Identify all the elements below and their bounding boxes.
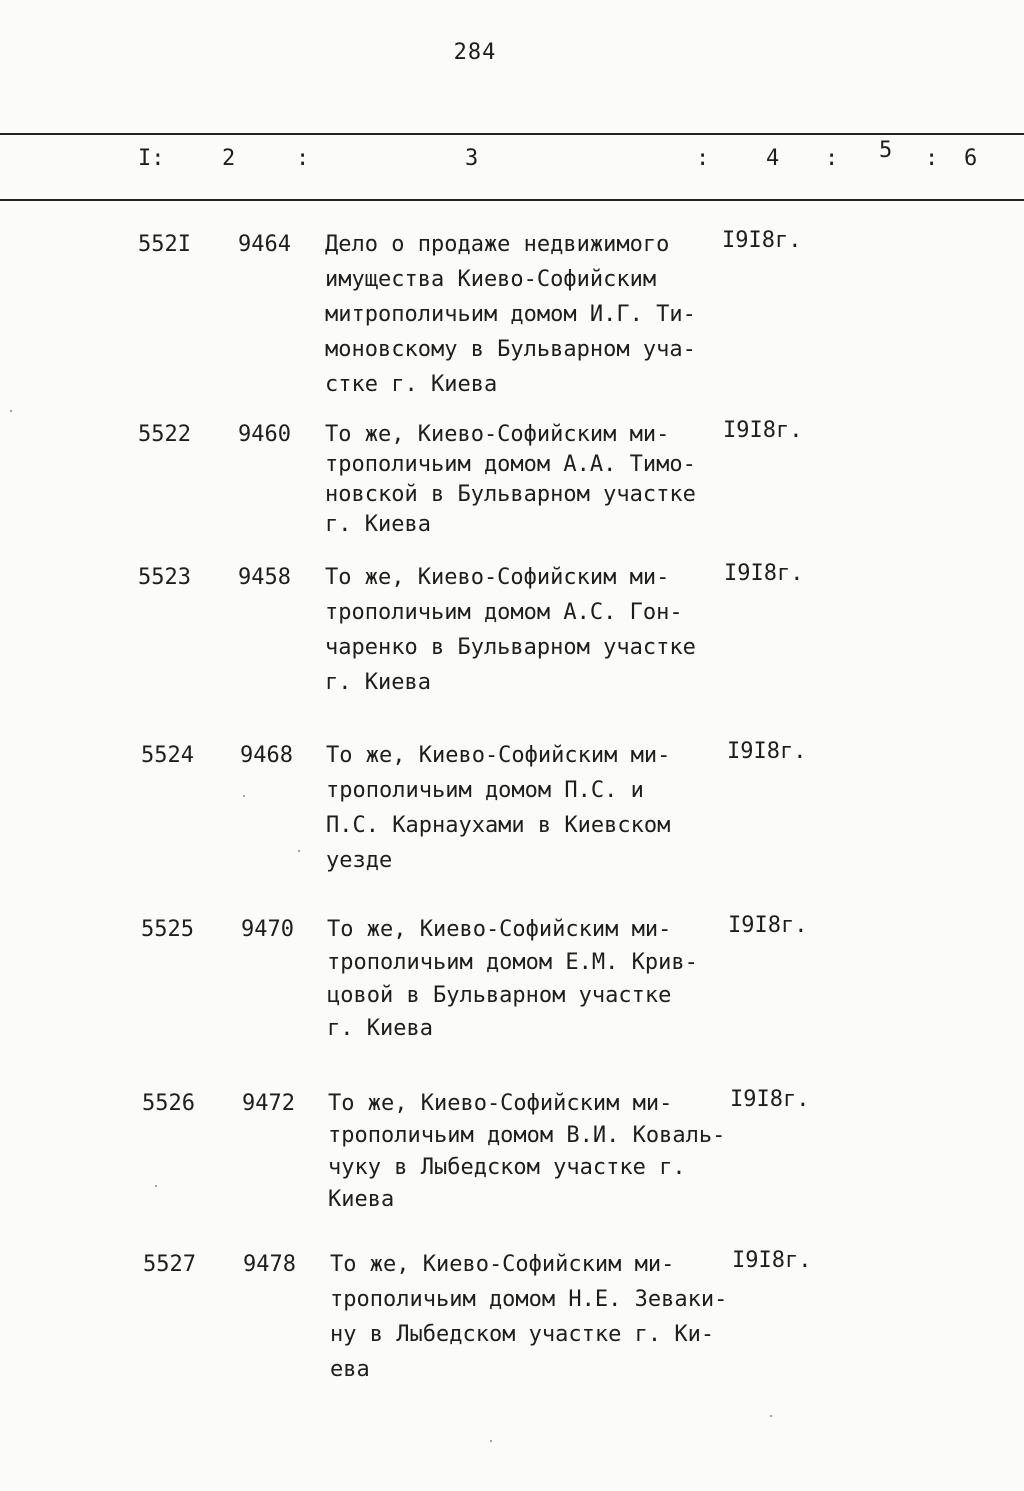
page-number: 284 bbox=[453, 40, 497, 65]
header-col-3: 3 bbox=[465, 146, 479, 171]
entry-description-line: митрополичьим домом И.Г. Ти- bbox=[325, 302, 696, 327]
entry-description-line: Дело о продаже недвижимого bbox=[325, 232, 670, 257]
entry-code: 9458 bbox=[238, 565, 291, 590]
entry-description-line: чаренко в Бульварном участке bbox=[325, 635, 696, 660]
entry-description-line: То же, Киево-Софийским ми- bbox=[326, 743, 671, 768]
entry-year: I9I8г. bbox=[727, 739, 807, 764]
entry-number: 5527 bbox=[143, 1252, 196, 1277]
header-bottom-rule bbox=[0, 199, 1024, 201]
entry-description-line: То же, Киево-Софийским ми- bbox=[325, 422, 670, 447]
entry-description-line: трополичьим домом А.С. Гон- bbox=[325, 600, 683, 625]
entry-description-line: стке г. Киева bbox=[325, 372, 498, 397]
entry-description-line: моновскому в Бульварном уча- bbox=[325, 337, 696, 362]
entry-year: I9I8г. bbox=[732, 1248, 812, 1273]
entry-description-line: П.С. Карнаухами в Киевском bbox=[326, 813, 671, 838]
entry-description-line: трополичьим домом Е.М. Крив- bbox=[327, 950, 698, 975]
entry-description-line: трополичьим домом В.И. Коваль- bbox=[328, 1123, 726, 1148]
paper-speck bbox=[490, 1440, 492, 1442]
entry-number: 552I bbox=[138, 232, 191, 257]
paper-speck bbox=[298, 850, 300, 852]
header-col-2: 2 bbox=[222, 146, 236, 171]
header-separator: : bbox=[925, 146, 939, 171]
entry-code: 9460 bbox=[238, 422, 291, 447]
entry-description-line: г. Киева bbox=[327, 1016, 433, 1041]
entry-code: 9478 bbox=[243, 1252, 296, 1277]
entry-year: I9I8г. bbox=[722, 228, 802, 253]
entry-description-line: То же, Киево-Софийским ми- bbox=[330, 1252, 675, 1277]
entry-number: 5525 bbox=[141, 917, 194, 942]
header-separator: : bbox=[825, 146, 839, 171]
entry-description-line: трополичьим домом Н.Е. Зеваки- bbox=[330, 1287, 728, 1312]
entry-description-line: г. Киева bbox=[325, 670, 431, 695]
header-col-1: I: bbox=[138, 146, 165, 171]
entry-number: 5526 bbox=[142, 1091, 195, 1116]
paper-speck bbox=[770, 1415, 772, 1417]
paper-speck bbox=[243, 795, 245, 797]
entry-description-line: цовой в Бульварном участке bbox=[327, 983, 672, 1008]
header-top-rule bbox=[0, 133, 1024, 135]
entry-code: 9468 bbox=[240, 743, 293, 768]
entry-description-line: трополичьим домом А.А. Тимо- bbox=[325, 452, 696, 477]
entry-number: 5522 bbox=[138, 422, 191, 447]
entry-description-line: новской в Бульварном участке bbox=[325, 482, 696, 507]
header-separator: : bbox=[296, 146, 310, 171]
entry-year: I9I8г. bbox=[724, 561, 804, 586]
entry-description-line: трополичьим домом П.С. и bbox=[326, 778, 644, 803]
entry-year: I9I8г. bbox=[728, 913, 808, 938]
entry-description-line: Киева bbox=[328, 1187, 395, 1212]
entry-description-line: г. Киева bbox=[325, 512, 431, 537]
entry-description-line: имущества Киево-Софийским bbox=[325, 267, 657, 292]
paper-speck bbox=[10, 410, 12, 412]
header-col-5: 5 bbox=[879, 138, 893, 163]
entry-description-line: ну в Лыбедском участке г. Ки- bbox=[330, 1322, 715, 1347]
header-col-4: 4 bbox=[766, 146, 780, 171]
entry-description-line: То же, Киево-Софийским ми- bbox=[327, 917, 672, 942]
entry-description-line: чуку в Лыбедском участке г. bbox=[328, 1155, 686, 1180]
entry-number: 5523 bbox=[138, 565, 191, 590]
entry-description-line: То же, Киево-Софийским ми- bbox=[328, 1091, 673, 1116]
header-separator: : bbox=[696, 146, 710, 171]
entry-year: I9I8г. bbox=[723, 418, 803, 443]
entry-number: 5524 bbox=[141, 743, 194, 768]
entry-code: 9472 bbox=[242, 1091, 295, 1116]
paper-speck bbox=[155, 1185, 157, 1187]
entry-code: 9470 bbox=[241, 917, 294, 942]
entry-year: I9I8г. bbox=[730, 1087, 810, 1112]
entry-description-line: ева bbox=[330, 1357, 370, 1382]
entry-description-line: То же, Киево-Софийским ми- bbox=[325, 565, 670, 590]
header-col-6: 6 bbox=[964, 146, 978, 171]
entry-code: 9464 bbox=[238, 232, 291, 257]
entry-description-line: уезде bbox=[326, 848, 393, 873]
